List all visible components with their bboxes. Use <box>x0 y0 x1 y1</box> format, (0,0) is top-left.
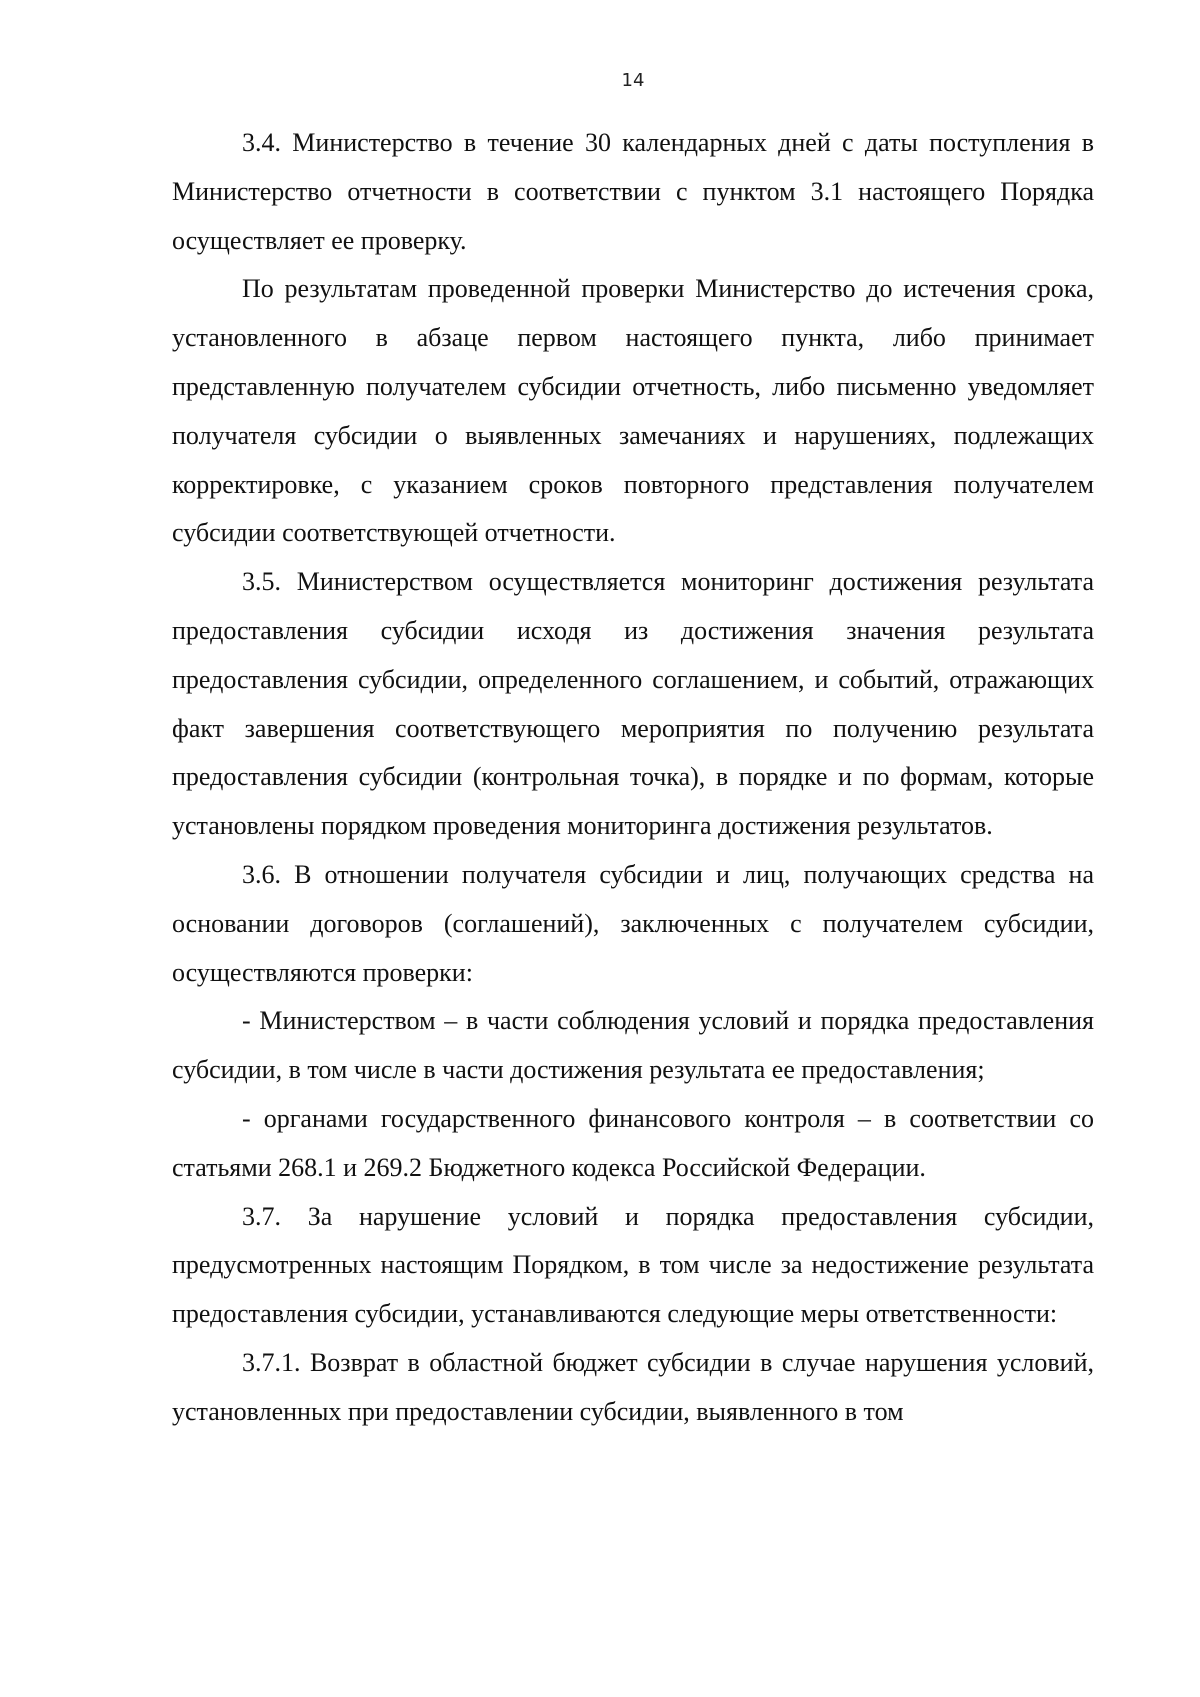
paragraph-3-7-1: 3.7.1. Возврат в областной бюджет субсидии в случае нарушения условий, установленных при предоставлении субсидии, выявленного в том <box>172 1347 1094 1426</box>
paragraph-3-7: 3.7. За нарушение условий и порядка предоставления субсидии, предусмотренных настоящим Порядком, в том числе за недостижение результата предоставления субсидии, устанавливаются следующие меры ответственности: <box>172 1201 1094 1329</box>
paragraph-3-4: 3.4. Министерство в течение 30 календарных дней с даты поступления в Министерство отчетности в соответствии с пунктом 3.1 настоящего Порядка осуществляет ее проверку. <box>172 128 1094 255</box>
document-body <box>172 119 1094 1437</box>
page-number: 14 <box>621 70 645 91</box>
list-item-ministry-checks: - Министерством – в части соблюдения условий и порядка предоставления субсидии, в том числе в части достижения результата ее предоставления; <box>172 1006 1094 1085</box>
paragraph-3-4-results: По результатам проведенной проверки Министерство до истечения срока, установленного в абзаце первом настоящего пункта, либо принимает представленную получателем субсидии отчетность, либо письменно уведомляет получателя субсидии о выявленных замечаниях и нарушениях, подлежащих корректировке, с указанием сроков повторного представления получателем субсидии соответствующей отчетности. <box>172 274 1094 548</box>
paragraph-3-6: 3.6. В отношении получателя субсидии и лиц, получающих средства на основании договоров (соглашений), заключенных с получателем субсидии, осуществляются проверки: <box>172 859 1094 987</box>
list-item-financial-control: - органами государственного финансового контроля – в соответствии со статьями 268.1 и 269.2 Бюджетного кодекса Российской Федерации. <box>172 1103 1094 1182</box>
paragraph-3-5: 3.5. Министерством осуществляется мониторинг достижения результата предоставления субсидии исходя из достижения значения результата предоставления субсидии, определенного соглашением, и событий, отражающих факт завершения соответствующего мероприятия по получению результата предоставления субсидии (контрольная точка), в порядке и по формам, которые установлены порядком проведения мониторинга достижения результатов. <box>172 567 1094 841</box>
